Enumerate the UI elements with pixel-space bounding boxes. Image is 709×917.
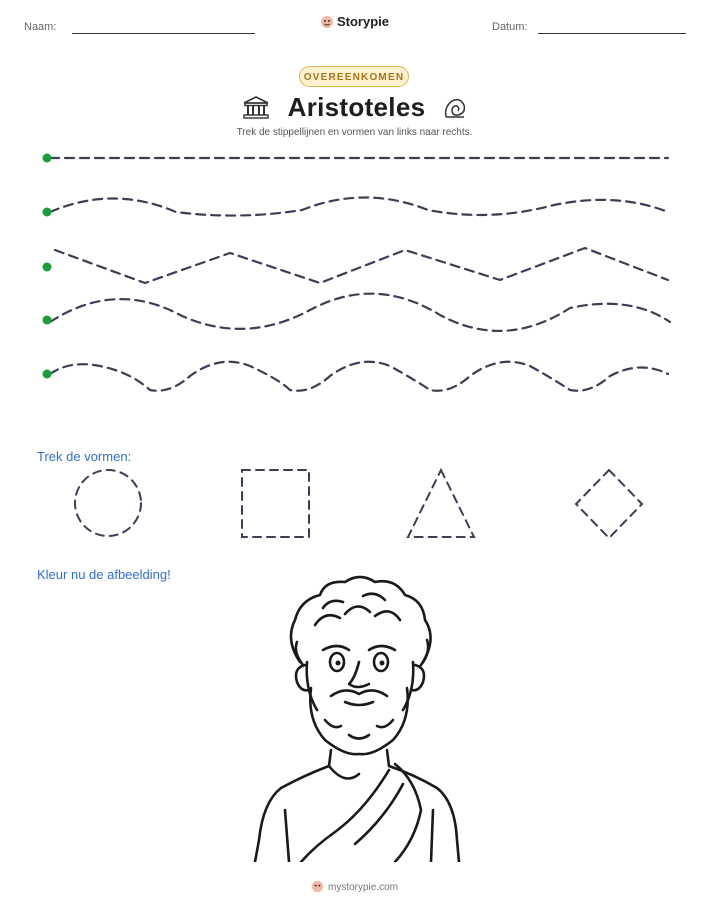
shape-square	[242, 470, 309, 537]
trace-shapes	[0, 460, 709, 550]
storypie-logo-icon	[311, 880, 324, 893]
brand	[0, 14, 709, 29]
shell-icon	[442, 95, 468, 121]
storypie-logo-icon	[320, 15, 334, 29]
shapes-heading: Trek de vormen:	[37, 449, 132, 464]
instructions: Trek de stippellijnen en vormen van links naar rechts.	[236, 127, 473, 138]
start-dot-icon	[43, 370, 52, 379]
date-label: Datum:	[492, 21, 528, 33]
shape-circle	[75, 470, 141, 536]
temple-icon	[241, 95, 271, 121]
start-dot-icon	[43, 316, 52, 325]
start-dot-icon	[43, 208, 52, 217]
tracing-line-tight-wave	[50, 362, 668, 391]
tracing-line-wave	[50, 294, 670, 331]
category-badge: OVEREENKOMEN	[299, 66, 409, 87]
date-line[interactable]	[538, 33, 686, 34]
shape-diamond	[576, 470, 642, 538]
name-label: Naam:	[24, 21, 57, 33]
start-dot-icon	[43, 263, 52, 272]
title-row	[0, 92, 709, 123]
aristotle-coloring-picture[interactable]	[245, 570, 465, 862]
brand-name: Storypie	[336, 14, 389, 29]
footer-url[interactable]: mystorypie.com	[327, 882, 398, 893]
footer	[0, 880, 709, 893]
color-heading: Kleur nu de afbeelding!	[37, 567, 171, 582]
tracing-line-gentle-wave	[50, 198, 668, 216]
tracing-line-zigzag	[55, 248, 668, 283]
shape-triangle	[408, 470, 474, 537]
tracing-lines	[0, 140, 709, 400]
name-line[interactable]	[72, 33, 255, 34]
page-title: Aristoteles	[287, 92, 426, 122]
start-dot-icon	[43, 154, 52, 163]
